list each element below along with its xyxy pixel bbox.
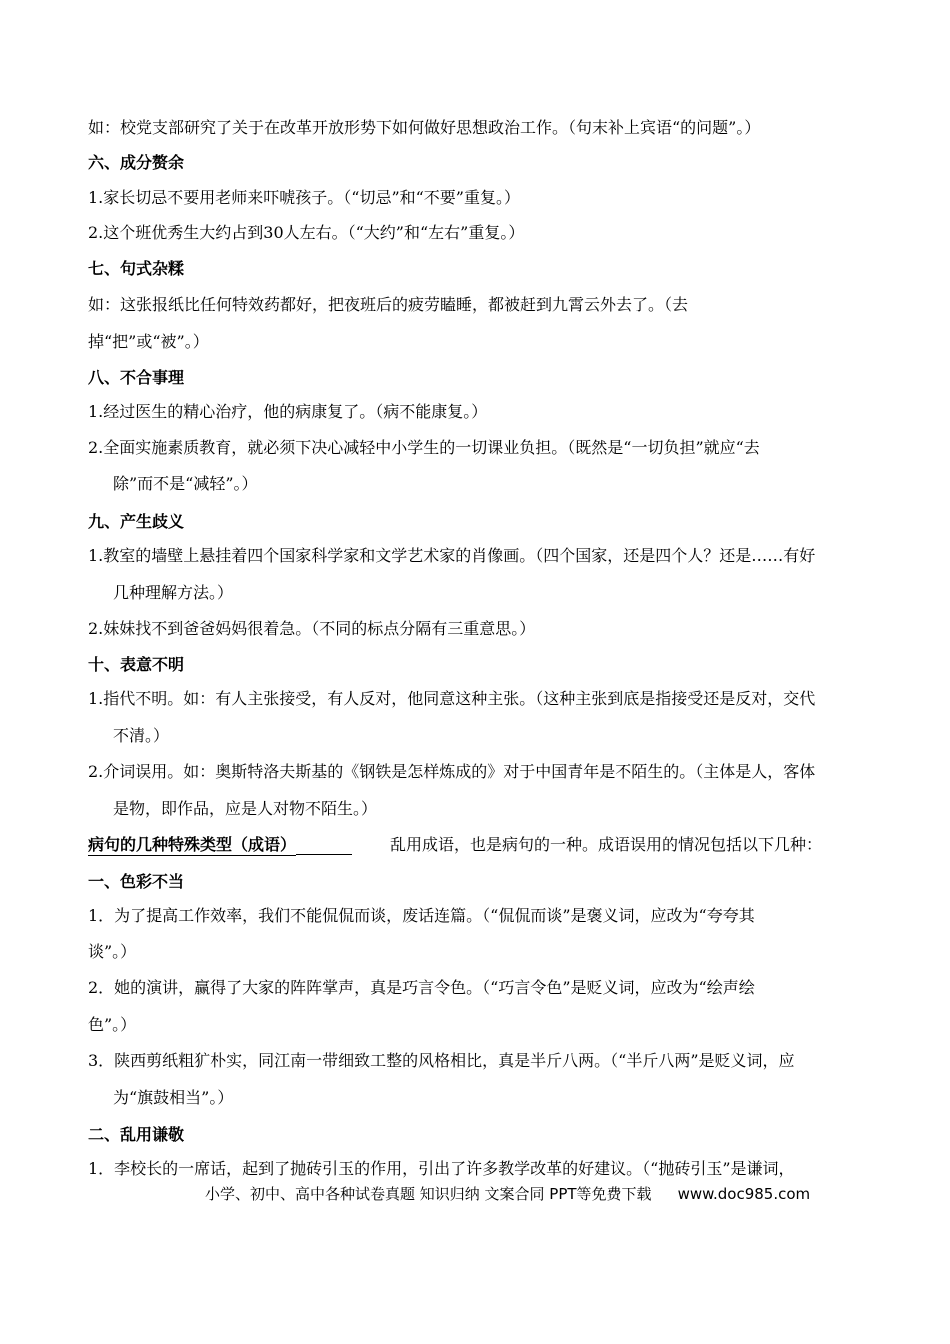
example-text: 掉“把”或“被”。）: [88, 332, 209, 351]
example-text: 如：校党支部研究了关于在改革开放形势下如何做好思想政治工作。（句末补上宾语“的问题”。）: [88, 118, 761, 137]
example-text: 2.这个班优秀生大约占到30人左右。（“大约”和“左右”重复。）: [88, 223, 525, 242]
section-heading: 一、色彩不当: [88, 872, 185, 891]
example-text: 2.全面实施素质教育，就必须下决心减轻中小学生的一切课业负担。（既然是“一切负担”就应“去: [88, 438, 760, 457]
example-text: 1．为了提高工作效率，我们不能侃侃而谈，废话连篇。（“侃侃而谈”是褒义词，应改为“夸夸其: [88, 906, 755, 925]
example-text: 1.指代不明。如：有人主张接受，有人反对，他同意这种主张。（这种主张到底是指接受还是反对，交代: [88, 689, 816, 708]
section-heading: 九、产生歧义: [88, 512, 185, 531]
special-types-line: [88, 835, 858, 855]
example-text: 谈”。）: [88, 942, 137, 961]
footer-url[interactable]: www.doc985.com: [677, 1185, 811, 1203]
example-text: 1.经过医生的精心治疗，他的病康复了。（病不能康复。）: [88, 402, 488, 421]
example-text: 除”而不是“减轻”。）: [113, 474, 258, 493]
example-text: 2．她的演讲，赢得了大家的阵阵掌声，真是巧言令色。（“巧言令色”是贬义词，应改为“绘声绘: [88, 978, 755, 997]
example-text: 不清。）: [113, 726, 170, 745]
section-heading: 八、不合事理: [88, 368, 185, 387]
example-text: 如：这张报纸比任何特效药都好，把夜班后的疲劳瞌睡，都被赶到九霄云外去了。（去: [88, 295, 689, 314]
example-text: 为“旗鼓相当”。）: [113, 1088, 234, 1107]
example-text: 是物，即作品，应是人对物不陌生。）: [113, 799, 378, 818]
special-types-heading: 病句的几种特殊类型（成语）: [88, 835, 297, 854]
example-text: 几种理解方法。）: [113, 583, 234, 602]
example-text: 2.介词误用。如：奥斯特洛夫斯基的《钢铁是怎样炼成的》对于中国青年是不陌生的。（主体是人，客体: [88, 762, 816, 781]
example-text: 3．陕西剪纸粗犷朴实，同江南一带细致工整的风格相比，真是半斤八两。（“半斤八两”是贬义词，应: [88, 1051, 795, 1070]
section-heading: 七、句式杂糅: [88, 259, 185, 278]
section-heading: 六、成分赘余: [88, 153, 185, 172]
example-text: 1．李校长的一席话，起到了抛砖引玉的作用，引出了许多教学改革的好建议。（“抛砖引玉”是谦词，: [88, 1159, 795, 1178]
section-heading: 十、表意不明: [88, 655, 185, 674]
footer-text: 小学、初中、高中各种试卷真题 知识归纳 文案合同 PPT等免费下载: [205, 1185, 652, 1203]
section-heading: 二、乱用谦敬: [88, 1125, 185, 1144]
example-text: 2.妹妹找不到爸爸妈妈很着急。（不同的标点分隔有三重意思。）: [88, 619, 536, 638]
example-text: 1.家长切忌不要用老师来吓唬孩子。（“切忌”和“不要”重复。）: [88, 188, 520, 207]
page-footer: [205, 1183, 810, 1204]
example-text: 色”。）: [88, 1015, 137, 1034]
example-text: 1.教室的墙壁上悬挂着四个国家科学家和文学艺术家的肖像画。（四个国家，还是四个人？还是……有好: [88, 546, 816, 565]
special-types-intro: 乱用成语，也是病句的一种。成语误用的情况包括以下几种：: [390, 835, 823, 854]
